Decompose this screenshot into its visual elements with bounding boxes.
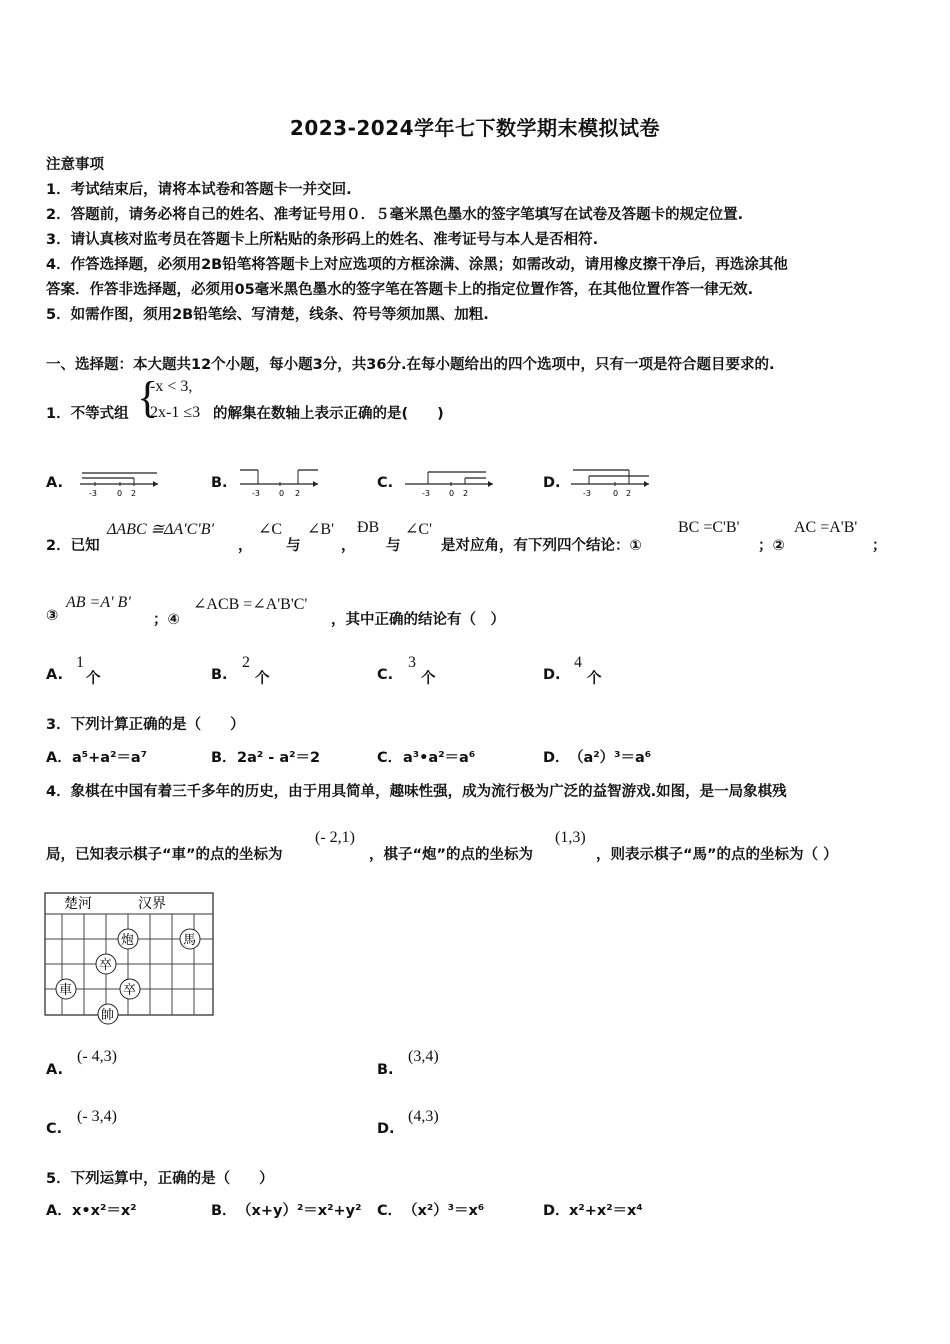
q2-mid: 是对应角，有下列四个结论：① — [441, 538, 642, 554]
system-brace: { — [137, 373, 159, 422]
q5-option-c-text: （x²）³＝x⁶ — [403, 1203, 485, 1219]
q1-option-c-label: C. — [377, 475, 394, 491]
q3-stem: 3．下列计算正确的是（ ） — [46, 717, 245, 733]
q1-option-b-numberline — [238, 464, 322, 498]
q2-conclusion-3: AB =A' B' — [66, 594, 131, 611]
q2-option-a-number: 1 — [76, 654, 84, 671]
piece-soldier — [96, 954, 116, 974]
q4-option-b-value: (3,4) — [408, 1048, 439, 1065]
q1-inequality-2: 2x-1 ≤3 — [150, 404, 201, 421]
river-right-label: 汉界 — [138, 896, 166, 912]
tick-label: -3 — [89, 489, 97, 498]
tick-label: -3 — [252, 489, 260, 498]
q1-inequality-1: -x < 3, — [150, 378, 193, 395]
svg-text:卒: 卒 — [123, 983, 137, 998]
piece-soldier — [120, 979, 140, 999]
tick-label: 2 — [463, 489, 469, 498]
chess-board-figure — [40, 888, 218, 1028]
q1-prefix: 1．不等式组 — [46, 406, 129, 422]
tick-label: 0 — [449, 489, 455, 498]
piece-chariot — [56, 979, 76, 999]
page-title: 2023-2024学年七下数学期末模拟试卷 — [289, 116, 661, 140]
q2-option-c-unit: 个 — [421, 671, 436, 687]
q2-option-c-label: C. — [377, 667, 394, 683]
q2-conclusion-1: BC =C'B' — [678, 519, 740, 536]
q4-option-a-label: A. — [46, 1062, 63, 1078]
tick-label: 0 — [613, 489, 619, 498]
tick-label: -3 — [583, 489, 591, 498]
q2-option-a-label: A. — [46, 667, 63, 683]
q2-sep-2: ；④ — [153, 612, 180, 628]
q2-angle-c-prime: ∠C' — [405, 521, 432, 538]
svg-text:車: 車 — [59, 983, 73, 998]
q4-option-d-label: D. — [377, 1121, 395, 1137]
q1-option-b-label: B. — [211, 475, 228, 491]
notice-item: 2．答题前，请务必将自己的姓名、准考证号用０．５毫米黑色墨水的签字笔填写在试卷及答题卡的规定位置. — [46, 207, 744, 223]
q2-option-b-number: 2 — [242, 654, 250, 671]
q2-option-b-unit: 个 — [255, 671, 270, 687]
q4-part-3: ，则表示棋子“馬”的点的坐标为（ ） — [596, 847, 838, 863]
q2-angle-b: ÐB — [357, 519, 380, 536]
tick-label: 2 — [295, 489, 301, 498]
q1-option-d-numberline — [569, 464, 653, 498]
q2-congruence: ΔABC ≅ΔA'C'B' — [107, 521, 214, 538]
q4-part-1: 局，已知表示棋子“車”的点的坐标为 — [46, 847, 283, 863]
q2-comma: ， — [341, 538, 356, 554]
q4-line-1: 4．象棋在中国有着三千多年的历史，由于用具简单，趣味性强，成为流行极为广泛的益智游戏.如图，是一局象棋残 — [46, 784, 787, 800]
tick-label: -3 — [422, 489, 430, 498]
q2-sep-1: ；② — [758, 538, 785, 554]
q2-option-d-label: D. — [543, 667, 561, 683]
q2-option-c-number: 3 — [408, 654, 416, 671]
q2-comma: ， — [238, 538, 253, 554]
q2-end-2: ，其中正确的结论有（ ） — [331, 612, 505, 628]
q3-option-c-text: a³•a²＝a⁶ — [403, 750, 476, 766]
notice-item: 1．考试结束后，请将本试卷和答题卡一并交回. — [46, 182, 352, 198]
tick-label: 2 — [131, 489, 137, 498]
q3-option-a-text: a⁵+a²＝a⁷ — [72, 750, 148, 766]
q5-stem: 5．下列运算中，正确的是（ ） — [46, 1171, 274, 1187]
q5-option-c-label: C． — [377, 1203, 403, 1219]
q2-end-1: ； — [872, 538, 887, 554]
notice-item: 4．作答选择题，必须用2B铅笔将答题卡上对应选项的方框涂满、涂黑；如需改动，请用橡皮擦干净后，再选涂其他 — [46, 257, 788, 273]
q2-angle-b-prime: ∠B' — [307, 521, 334, 538]
notice-item: 5．如需作图，须用2B铅笔绘、写清楚，线条、符号等须加黑、加粗. — [46, 307, 489, 323]
piece-general — [98, 1004, 118, 1024]
piece-cannon — [118, 929, 138, 949]
q3-option-d-label: D． — [543, 750, 570, 766]
section-heading: 一、选择题：本大题共12个小题，每小题3分，共36分.在每小题给出的四个选项中，只有一项是符合题目要求的. — [46, 357, 775, 373]
q5-option-d-label: D． — [543, 1203, 570, 1219]
q4-coord-chariot: (- 2,1) — [315, 829, 355, 846]
tick-label: 0 — [279, 489, 285, 498]
svg-text:帥: 帥 — [101, 1008, 115, 1023]
svg-text:馬: 馬 — [183, 933, 197, 948]
q2-conclusion-2: AC =A'B' — [794, 519, 858, 536]
q5-option-a-label: A． — [46, 1203, 72, 1219]
tick-label: 2 — [626, 489, 632, 498]
q1-option-d-label: D. — [543, 475, 561, 491]
q2-option-d-unit: 个 — [587, 671, 602, 687]
svg-text:炮: 炮 — [121, 933, 135, 948]
q2-and-1: 与 — [286, 538, 301, 554]
q2-conclusion-4: ∠ACB =∠A'B'C' — [193, 596, 308, 613]
q5-option-b-label: B． — [211, 1203, 237, 1219]
q3-option-d-text: （a²）³＝a⁶ — [569, 750, 652, 766]
notice-heading: 注意事项 — [46, 157, 104, 173]
q2-lead: 2．已知 — [46, 538, 100, 554]
q1-option-c-numberline — [403, 464, 497, 498]
q1-option-a-label: A. — [46, 475, 63, 491]
q5-option-a-text: x•x²＝x² — [72, 1203, 137, 1219]
q3-option-b-label: B． — [211, 750, 237, 766]
q4-option-b-label: B. — [377, 1062, 394, 1078]
q2-option-d-number: 4 — [574, 654, 582, 671]
notice-item: 答案．作答非选择题，必须用05毫米黑色墨水的签字笔在答题卡上的指定位置作答，在其他位置作答一律无效. — [46, 282, 754, 298]
q3-option-a-label: A． — [46, 750, 72, 766]
q4-coord-cannon: (1,3) — [555, 829, 586, 846]
q4-option-c-value: (- 3,4) — [77, 1108, 117, 1125]
q2-circle-3: ③ — [46, 608, 59, 624]
q2-option-b-label: B. — [211, 667, 228, 683]
q2-option-a-unit: 个 — [86, 671, 101, 687]
q4-option-d-value: (4,3) — [408, 1108, 439, 1125]
svg-text:卒: 卒 — [99, 958, 113, 973]
q5-option-b-text: （x+y）²＝x²+y² — [237, 1203, 362, 1219]
q4-option-a-value: (- 4,3) — [77, 1048, 117, 1065]
q2-and-2: 与 — [386, 538, 401, 554]
q4-part-2: ，棋子“炮”的点的坐标为 — [369, 847, 534, 863]
q3-option-c-label: C． — [377, 750, 403, 766]
river-left-label: 楚河 — [64, 896, 92, 912]
q4-option-c-label: C. — [46, 1121, 63, 1137]
piece-horse — [180, 929, 200, 949]
q1-option-a-numberline — [78, 464, 162, 498]
tick-label: 0 — [117, 489, 123, 498]
q3-option-b-text: 2a² - a²＝2 — [237, 750, 321, 766]
notice-item: 3．请认真核对监考员在答题卡上所粘贴的条形码上的姓名、准考证号与本人是否相符. — [46, 232, 599, 248]
q2-angle-c: ∠C — [258, 521, 283, 538]
q1-suffix: 的解集在数轴上表示正确的是( ) — [213, 406, 444, 422]
q5-option-d-text: x²+x²＝x⁴ — [569, 1203, 643, 1219]
